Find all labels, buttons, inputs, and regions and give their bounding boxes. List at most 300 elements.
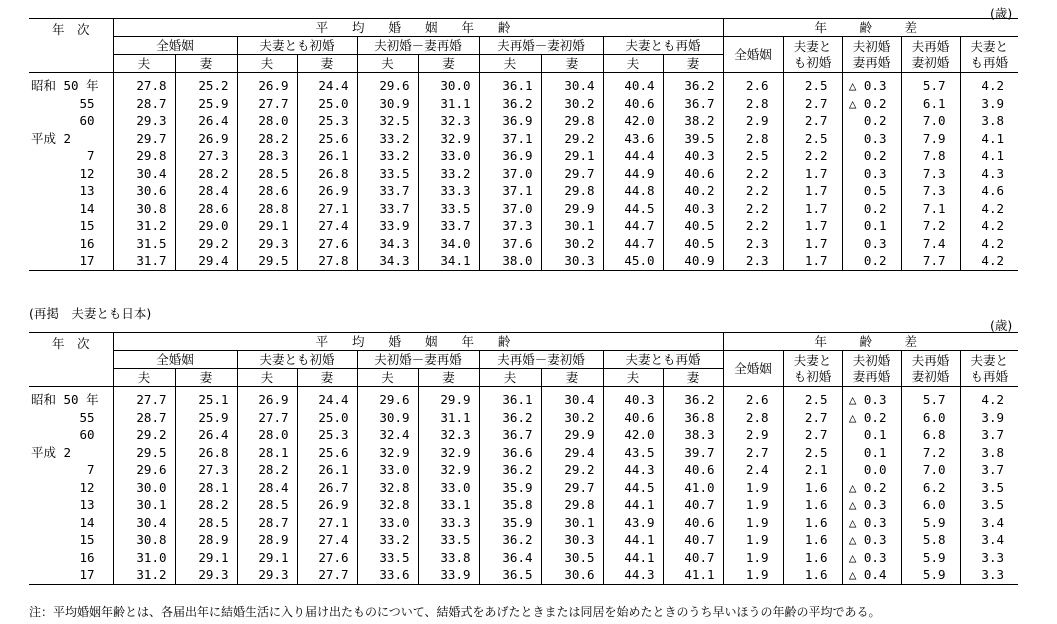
age-diff-cell: △ 0.3 [842, 387, 901, 409]
wife-age-cell: 29.9 [541, 426, 603, 444]
husband-age-cell: 36.9 [479, 147, 541, 165]
wife-age-cell: 36.2 [663, 387, 723, 409]
wife-age-cell: 39.5 [663, 130, 723, 148]
age-diff-cell: 3.8 [960, 444, 1018, 462]
wife-age-cell: 36.7 [663, 95, 723, 113]
year-cell: 12 [29, 165, 113, 183]
year-cell: 17 [29, 566, 113, 584]
husband-age-cell: 30.4 [113, 165, 175, 183]
wife-age-cell: 24.4 [297, 73, 357, 95]
husband-age-cell: 32.4 [357, 426, 418, 444]
wife-age-cell: 30.5 [541, 549, 603, 567]
age-diff-cell: 2.7 [783, 95, 842, 113]
husband-age-cell: 33.6 [357, 566, 418, 584]
age-diff-cell: 2.3 [723, 252, 783, 270]
age-diff-cell: 7.4 [901, 235, 960, 253]
marriage-type-header: 全婚姻 [113, 351, 237, 369]
wife-age-cell: 27.7 [297, 566, 357, 584]
wife-age-cell: 30.4 [541, 73, 603, 95]
husband-age-cell: 42.0 [603, 426, 663, 444]
husband-header: 夫 [603, 55, 663, 73]
wife-age-cell: 26.1 [297, 461, 357, 479]
wife-header: 妻 [297, 369, 357, 387]
table-row [29, 252, 1018, 270]
age-diff-cell: 1.9 [723, 496, 783, 514]
wife-age-cell: 36.8 [663, 409, 723, 427]
age-diff-cell: 2.2 [723, 200, 783, 218]
husband-age-cell: 28.2 [237, 130, 297, 148]
wife-age-cell: 29.4 [541, 444, 603, 462]
husband-age-cell: 36.9 [479, 112, 541, 130]
husband-age-cell: 36.5 [479, 566, 541, 584]
husband-age-cell: 28.0 [237, 112, 297, 130]
marriage-type-header: 全婚姻 [113, 37, 237, 55]
wife-age-cell: 25.2 [175, 73, 237, 95]
age-diff-cell: 1.6 [783, 479, 842, 497]
husband-age-cell: 35.8 [479, 496, 541, 514]
wife-age-cell: 40.7 [663, 496, 723, 514]
avg-age-group-header: 平 均 婚 姻 年 齢 [113, 19, 723, 37]
husband-age-cell: 30.6 [113, 182, 175, 200]
age-diff-cell: 4.2 [960, 200, 1018, 218]
husband-age-cell: 36.6 [479, 444, 541, 462]
marriage-type-header: 夫妻とも再婚 [603, 351, 723, 369]
husband-age-cell: 30.1 [113, 496, 175, 514]
table-row [29, 444, 1018, 462]
table-row [29, 496, 1018, 514]
wife-age-cell: 40.5 [663, 217, 723, 235]
age-diff-cell: 0.2 [842, 200, 901, 218]
husband-age-cell: 34.3 [357, 235, 418, 253]
year-cell: 昭和 50 年 [29, 387, 113, 409]
year-cell: 7 [29, 461, 113, 479]
year-cell: 昭和 50 年 [29, 73, 113, 95]
age-diff-cell: 4.2 [960, 235, 1018, 253]
wife-header: 妻 [418, 55, 479, 73]
husband-age-cell: 28.0 [237, 426, 297, 444]
husband-age-cell: 44.3 [603, 566, 663, 584]
husband-age-cell: 29.7 [113, 130, 175, 148]
table-row [29, 95, 1018, 113]
age-diff-cell: 6.0 [901, 496, 960, 514]
wife-age-cell: 28.9 [175, 531, 237, 549]
husband-age-cell: 38.0 [479, 252, 541, 270]
table-row [29, 409, 1018, 427]
year-cell: 55 [29, 409, 113, 427]
age-diff-cell: 0.5 [842, 182, 901, 200]
age-diff-cell: 1.6 [783, 566, 842, 584]
wife-age-cell: 25.6 [297, 130, 357, 148]
year-cell: 17 [29, 252, 113, 270]
age-diff-cell: △ 0.2 [842, 479, 901, 497]
wife-age-cell: 29.8 [541, 182, 603, 200]
age-diff-cell: 1.7 [783, 217, 842, 235]
husband-age-cell: 29.5 [113, 444, 175, 462]
age-diff-cell: 1.9 [723, 531, 783, 549]
diff-column-header: 夫初婚 妻再婚 [842, 37, 901, 73]
age-diff-cell: 6.8 [901, 426, 960, 444]
husband-age-cell: 44.7 [603, 235, 663, 253]
wife-age-cell: 28.5 [175, 514, 237, 532]
wife-age-cell: 26.9 [297, 496, 357, 514]
wife-age-cell: 40.6 [663, 461, 723, 479]
wife-age-cell: 41.1 [663, 566, 723, 584]
age-diff-cell: 2.2 [723, 182, 783, 200]
marriage-type-header: 夫再婚－妻初婚 [479, 37, 603, 55]
age-diff-cell: 1.7 [783, 235, 842, 253]
unit-label: (歳) [990, 6, 1013, 21]
husband-age-cell: 29.1 [237, 549, 297, 567]
husband-age-cell: 27.7 [237, 409, 297, 427]
wife-age-cell: 30.3 [541, 531, 603, 549]
husband-age-cell: 30.9 [357, 409, 418, 427]
husband-age-cell: 44.9 [603, 165, 663, 183]
age-diff-cell: 1.7 [783, 252, 842, 270]
husband-header: 夫 [479, 369, 541, 387]
age-diff-cell: 4.3 [960, 165, 1018, 183]
wife-header: 妻 [175, 369, 237, 387]
age-diff-cell: 2.6 [723, 73, 783, 95]
age-diff-cell: △ 0.3 [842, 514, 901, 532]
wife-header: 妻 [541, 55, 603, 73]
wife-age-cell: 25.9 [175, 95, 237, 113]
age-diff-cell: 2.2 [723, 165, 783, 183]
table-row [29, 73, 1018, 95]
year-cell: 60 [29, 112, 113, 130]
wife-age-cell: 30.2 [541, 235, 603, 253]
age-diff-cell: 0.1 [842, 426, 901, 444]
wife-age-cell: 27.6 [297, 549, 357, 567]
age-diff-cell: △ 0.2 [842, 409, 901, 427]
age-diff-cell: 2.5 [783, 387, 842, 409]
marriage-type-header: 夫妻とも初婚 [237, 37, 357, 55]
age-diff-cell: 2.5 [723, 147, 783, 165]
age-diff-cell: 0.2 [842, 112, 901, 130]
husband-age-cell: 37.3 [479, 217, 541, 235]
age-diff-cell: 3.3 [960, 566, 1018, 584]
age-diff-cell: 1.9 [723, 479, 783, 497]
marriage-type-header: 夫初婚－妻再婚 [357, 37, 479, 55]
husband-age-cell: 32.9 [357, 444, 418, 462]
husband-age-cell: 28.3 [237, 147, 297, 165]
wife-age-cell: 27.1 [297, 200, 357, 218]
wife-age-cell: 41.0 [663, 479, 723, 497]
wife-age-cell: 29.8 [541, 496, 603, 514]
wife-age-cell: 29.2 [541, 461, 603, 479]
year-cell: 14 [29, 514, 113, 532]
wife-age-cell: 25.6 [297, 444, 357, 462]
diff-column-header: 夫再婚 妻初婚 [901, 37, 960, 73]
age-diff-cell: 2.9 [723, 112, 783, 130]
husband-age-cell: 37.1 [479, 130, 541, 148]
avg-age-group-header: 平 均 婚 姻 年 齢 [113, 333, 723, 351]
diff-column-header: 全婚姻 [723, 351, 783, 387]
wife-age-cell: 26.9 [297, 182, 357, 200]
wife-age-cell: 38.2 [663, 112, 723, 130]
unit-label: (歳) [990, 318, 1013, 333]
wife-age-cell: 33.2 [418, 165, 479, 183]
husband-age-cell: 44.5 [603, 479, 663, 497]
table-row [29, 387, 1018, 409]
husband-age-cell: 29.8 [113, 147, 175, 165]
age-diff-cell: 5.9 [901, 566, 960, 584]
age-diff-cell: 1.7 [783, 165, 842, 183]
wife-header: 妻 [418, 369, 479, 387]
husband-age-cell: 44.7 [603, 217, 663, 235]
husband-age-cell: 31.7 [113, 252, 175, 270]
wife-age-cell: 33.3 [418, 514, 479, 532]
husband-age-cell: 26.9 [237, 387, 297, 409]
husband-age-cell: 44.1 [603, 496, 663, 514]
age-diff-cell: 4.2 [960, 73, 1018, 95]
age-diff-cell: 0.3 [842, 235, 901, 253]
husband-age-cell: 43.6 [603, 130, 663, 148]
age-diff-cell: 3.3 [960, 549, 1018, 567]
age-diff-cell: 3.5 [960, 479, 1018, 497]
wife-age-cell: 26.8 [297, 165, 357, 183]
husband-age-cell: 28.7 [237, 514, 297, 532]
age-diff-cell: 6.2 [901, 479, 960, 497]
wife-age-cell: 38.3 [663, 426, 723, 444]
table-row [29, 549, 1018, 567]
wife-age-cell: 29.7 [541, 165, 603, 183]
age-diff-cell: 7.7 [901, 252, 960, 270]
footnote: 注：平均婚姻年齢とは、各届出年に結婚生活に入り届け出たものについて、結婚式をあげたときまたは同居を始めたときのうち早いほうの年齢の平均である。 [29, 605, 881, 619]
year-cell: 平成 2 [29, 130, 113, 148]
age-diff-cell: 0.3 [842, 130, 901, 148]
age-diff-cell: 2.3 [723, 235, 783, 253]
husband-age-cell: 44.3 [603, 461, 663, 479]
wife-age-cell: 29.9 [418, 387, 479, 409]
year-cell: 平成 2 [29, 444, 113, 462]
age-diff-cell: 2.1 [783, 461, 842, 479]
wife-age-cell: 27.6 [297, 235, 357, 253]
marriage-age-table-all [29, 18, 1018, 271]
husband-age-cell: 29.5 [237, 252, 297, 270]
husband-age-cell: 28.2 [237, 461, 297, 479]
wife-age-cell: 40.9 [663, 252, 723, 270]
wife-age-cell: 29.9 [541, 200, 603, 218]
year-cell: 16 [29, 549, 113, 567]
age-diff-cell: 7.3 [901, 165, 960, 183]
age-diff-cell: 3.4 [960, 531, 1018, 549]
age-diff-cell: 6.0 [901, 409, 960, 427]
age-diff-cell: 2.8 [723, 130, 783, 148]
age-diff-cell: 5.9 [901, 549, 960, 567]
wife-age-cell: 26.9 [175, 130, 237, 148]
age-diff-cell: 7.2 [901, 444, 960, 462]
husband-age-cell: 27.7 [113, 387, 175, 409]
wife-age-cell: 25.3 [297, 426, 357, 444]
age-diff-cell: 1.9 [723, 566, 783, 584]
age-diff-cell: 2.6 [723, 387, 783, 409]
year-cell: 7 [29, 147, 113, 165]
age-diff-cell: 7.8 [901, 147, 960, 165]
age-diff-cell: 5.9 [901, 514, 960, 532]
wife-age-cell: 30.1 [541, 514, 603, 532]
diff-column-header: 夫初婚 妻再婚 [842, 351, 901, 387]
wife-age-cell: 29.2 [175, 235, 237, 253]
wife-age-cell: 31.1 [418, 409, 479, 427]
wife-header: 妻 [663, 55, 723, 73]
wife-age-cell: 26.8 [175, 444, 237, 462]
wife-age-cell: 26.4 [175, 426, 237, 444]
husband-age-cell: 35.9 [479, 479, 541, 497]
age-diff-cell: 4.2 [960, 252, 1018, 270]
husband-age-cell: 27.7 [237, 95, 297, 113]
age-diff-cell: 3.5 [960, 496, 1018, 514]
wife-header: 妻 [663, 369, 723, 387]
husband-header: 夫 [113, 369, 175, 387]
wife-age-cell: 34.0 [418, 235, 479, 253]
wife-age-cell: 28.2 [175, 496, 237, 514]
age-diff-cell: 1.6 [783, 549, 842, 567]
age-diff-cell: 7.2 [901, 217, 960, 235]
age-diff-cell: 2.2 [783, 147, 842, 165]
age-diff-cell: 0.1 [842, 444, 901, 462]
wife-age-cell: 29.0 [175, 217, 237, 235]
age-diff-group-header: 年 齢 差 [723, 333, 1018, 351]
age-diff-cell: 3.7 [960, 426, 1018, 444]
diff-column-header: 全婚姻 [723, 37, 783, 73]
age-diff-cell: 0.2 [842, 252, 901, 270]
husband-age-cell: 32.8 [357, 496, 418, 514]
age-diff-group-header: 年 齢 差 [723, 19, 1018, 37]
age-diff-cell: 4.2 [960, 387, 1018, 409]
husband-age-cell: 40.6 [603, 95, 663, 113]
wife-age-cell: 29.4 [175, 252, 237, 270]
husband-age-cell: 44.4 [603, 147, 663, 165]
husband-age-cell: 31.2 [113, 217, 175, 235]
husband-age-cell: 33.0 [357, 514, 418, 532]
wife-age-cell: 32.9 [418, 130, 479, 148]
age-diff-cell: 0.1 [842, 217, 901, 235]
age-diff-cell: 3.9 [960, 95, 1018, 113]
table-row [29, 200, 1018, 218]
husband-age-cell: 29.6 [357, 73, 418, 95]
table-row [29, 531, 1018, 549]
marriage-type-header: 夫妻とも再婚 [603, 37, 723, 55]
wife-age-cell: 36.2 [663, 73, 723, 95]
age-diff-cell: △ 0.4 [842, 566, 901, 584]
age-diff-cell: 4.1 [960, 130, 1018, 148]
husband-header: 夫 [357, 55, 418, 73]
table-row [29, 426, 1018, 444]
wife-age-cell: 40.7 [663, 531, 723, 549]
wife-age-cell: 25.0 [297, 95, 357, 113]
wife-age-cell: 40.3 [663, 200, 723, 218]
husband-age-cell: 36.4 [479, 549, 541, 567]
wife-age-cell: 30.6 [541, 566, 603, 584]
wife-age-cell: 29.2 [541, 130, 603, 148]
husband-header: 夫 [603, 369, 663, 387]
husband-age-cell: 36.7 [479, 426, 541, 444]
age-diff-cell: 1.9 [723, 514, 783, 532]
wife-header: 妻 [297, 55, 357, 73]
husband-age-cell: 29.1 [237, 217, 297, 235]
husband-age-cell: 26.9 [237, 73, 297, 95]
age-diff-cell: 2.8 [723, 95, 783, 113]
wife-age-cell: 28.4 [175, 182, 237, 200]
husband-age-cell: 29.3 [113, 112, 175, 130]
age-diff-cell: 3.9 [960, 409, 1018, 427]
marriage-type-header: 夫再婚－妻初婚 [479, 351, 603, 369]
marriage-age-table-japan [29, 332, 1018, 585]
husband-age-cell: 28.5 [237, 496, 297, 514]
wife-age-cell: 27.3 [175, 147, 237, 165]
age-diff-cell: 2.5 [783, 444, 842, 462]
husband-age-cell: 43.9 [603, 514, 663, 532]
husband-age-cell: 30.9 [357, 95, 418, 113]
year-cell: 12 [29, 479, 113, 497]
husband-age-cell: 40.6 [603, 409, 663, 427]
year-cell: 15 [29, 217, 113, 235]
husband-age-cell: 28.4 [237, 479, 297, 497]
table-row [29, 165, 1018, 183]
table-row [29, 112, 1018, 130]
wife-age-cell: 40.6 [663, 514, 723, 532]
table-row [29, 566, 1018, 584]
age-diff-cell: 4.1 [960, 147, 1018, 165]
wife-age-cell: 33.9 [418, 566, 479, 584]
table-row [29, 514, 1018, 532]
wife-age-cell: 28.1 [175, 479, 237, 497]
husband-header: 夫 [237, 55, 297, 73]
age-diff-cell: 2.9 [723, 426, 783, 444]
age-diff-cell: △ 0.3 [842, 531, 901, 549]
husband-age-cell: 34.3 [357, 252, 418, 270]
husband-age-cell: 27.8 [113, 73, 175, 95]
wife-age-cell: 30.2 [541, 95, 603, 113]
table-row [29, 461, 1018, 479]
husband-age-cell: 37.6 [479, 235, 541, 253]
husband-age-cell: 44.8 [603, 182, 663, 200]
husband-age-cell: 31.5 [113, 235, 175, 253]
wife-age-cell: 27.4 [297, 531, 357, 549]
husband-age-cell: 29.2 [113, 426, 175, 444]
year-column-header: 年 次 [29, 333, 113, 387]
husband-age-cell: 28.1 [237, 444, 297, 462]
wife-age-cell: 25.1 [175, 387, 237, 409]
husband-age-cell: 28.5 [237, 165, 297, 183]
husband-age-cell: 28.6 [237, 182, 297, 200]
husband-age-cell: 37.0 [479, 200, 541, 218]
husband-age-cell: 33.2 [357, 147, 418, 165]
husband-age-cell: 33.5 [357, 549, 418, 567]
age-diff-cell: 2.7 [723, 444, 783, 462]
husband-age-cell: 45.0 [603, 252, 663, 270]
husband-age-cell: 33.9 [357, 217, 418, 235]
husband-age-cell: 33.2 [357, 531, 418, 549]
wife-age-cell: 40.3 [663, 147, 723, 165]
age-diff-cell: 4.6 [960, 182, 1018, 200]
wife-age-cell: 30.4 [541, 387, 603, 409]
age-diff-cell: 2.5 [783, 73, 842, 95]
wife-age-cell: 29.8 [541, 112, 603, 130]
wife-age-cell: 34.1 [418, 252, 479, 270]
husband-age-cell: 28.7 [113, 95, 175, 113]
wife-age-cell: 33.3 [418, 182, 479, 200]
wife-age-cell: 26.1 [297, 147, 357, 165]
age-diff-cell: 2.2 [723, 217, 783, 235]
diff-column-header: 夫妻と も再婚 [960, 351, 1018, 387]
wife-age-cell: 30.3 [541, 252, 603, 270]
husband-age-cell: 40.3 [603, 387, 663, 409]
wife-age-cell: 28.2 [175, 165, 237, 183]
wife-age-cell: 31.1 [418, 95, 479, 113]
age-diff-cell: 0.0 [842, 461, 901, 479]
age-diff-cell: △ 0.2 [842, 95, 901, 113]
